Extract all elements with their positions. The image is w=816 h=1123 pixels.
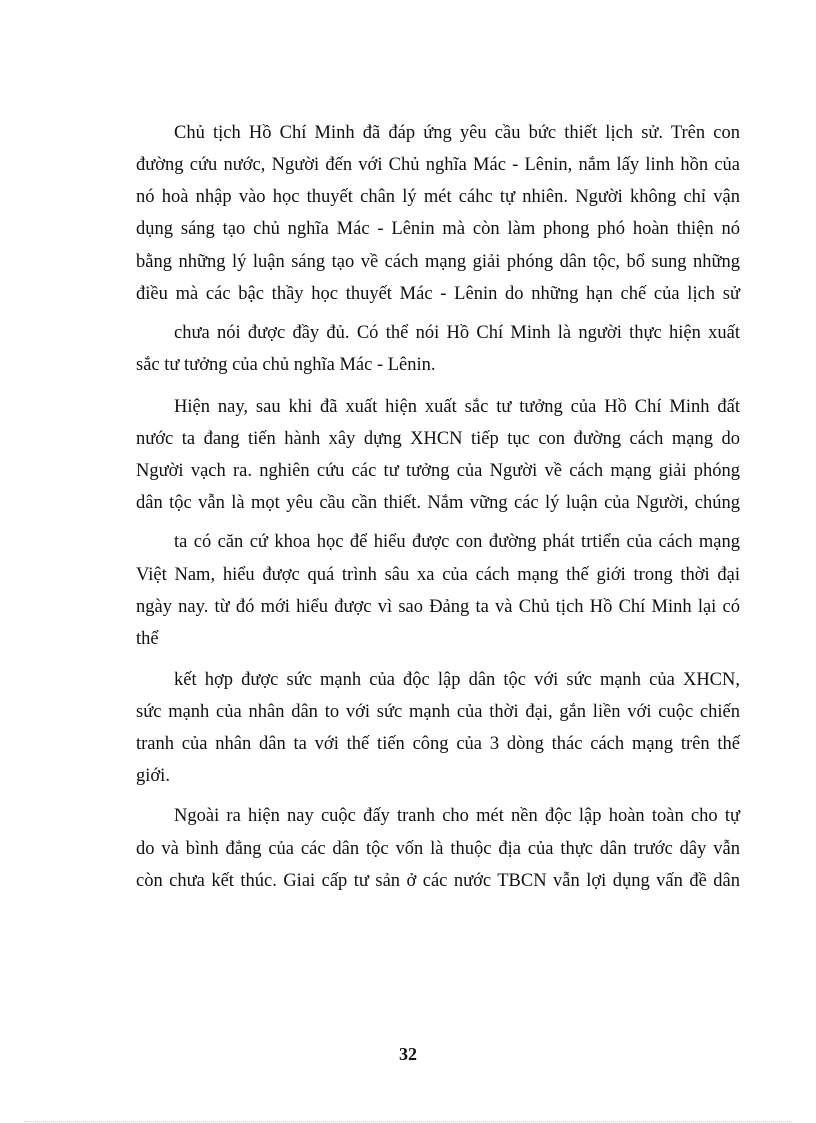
paragraph-1-line-6: điều mà các bậc thầy học thuyết Mác - Lênin do những hạn chế của lịch sử [136,284,740,304]
paragraph-4-line-2: Việt Nam, hiểu được quá trình sâu xa của cách mạng thế giới trong thời đại [136,565,740,585]
paragraph-1-line-3: nó hoà nhập vào học thuyết chân lý mét cáhc tự nhiên. Người không chỉ vận [136,187,740,207]
paragraph-1-line-1: Chủ tịch Hồ Chí Minh đã đáp ứng yêu cầu bức thiết lịch sử. Trên con [174,123,740,143]
paragraph-5-line-1: kết hợp được sức mạnh của độc lập dân tộc với sức mạnh của XHCN, [174,670,740,690]
paragraph-1-line-4: dụng sáng tạo chủ nghĩa Mác - Lênin mà còn làm phong phó hoàn thiện nó [136,219,740,239]
paragraph-6-line-3: còn chưa kết thúc. Giai cấp tư sản ở các nước TBCN vẫn lợi dụng vấn đề dân [136,871,740,891]
paragraph-4-line-3: ngày nay. từ đó mới hiểu được vì sao Đảng ta và Chủ tịch Hồ Chí Minh lại có [136,597,740,617]
paragraph-1-line-2: đường cứu nước, Người đến với Chủ nghĩa Mác - Lênin, nắm lấy linh hồn của [136,155,740,175]
paragraph-6-line-2: do và bình đẳng của các dân tộc vốn là thuộc địa của thực dân trước dây vẫn [136,839,740,859]
paragraph-5-line-3: tranh của nhân dân ta với thế tiến công của 3 dòng thác cách mạng trên thế [136,734,740,754]
paragraph-2-line-1: chưa nói được đầy đủ. Có thể nói Hồ Chí Minh là người thực hiện xuất [174,323,740,343]
paragraph-5-line-2: sức mạnh của nhân dân to với sức mạnh của thời đại, gắn liền với cuộc chiến [136,702,740,722]
paragraph-1-line-5: bằng những lý luận sáng tạo về cách mạng giải phóng dân tộc, bổ sung những [136,252,740,272]
paragraph-6-line-1: Ngoài ra hiện nay cuộc đấy tranh cho mét nền độc lập hoàn toàn cho tự [174,806,740,826]
page-bottom-divider [24,1121,792,1122]
paragraph-3-line-4: dân tộc vẫn là mọt yêu cầu cần thiết. Nắm vững các lý luận của Người, chúng [136,493,740,513]
paragraph-5-line-4: giới. [136,766,170,786]
paragraph-3-line-2: nước ta đang tiến hành xây dựng XHCN tiếp tục con đường cách mạng do [136,429,740,449]
paragraph-3-line-1: Hiện nay, sau khi đã xuất hiện xuất sắc tư tưởng của Hồ Chí Minh đất [174,397,740,417]
page-number: 32 [399,1044,417,1064]
paragraph-4-line-1: ta có căn cứ khoa học để hiểu được con đường phát trtiển của cách mạng [174,532,740,552]
paragraph-2-line-2: sắc tư tưởng của chủ nghĩa Mác - Lênin. [136,355,436,375]
paragraph-4-line-4: thể [136,629,159,649]
paragraph-3-line-3: Người vạch ra. nghiên cứu các tư tưởng của Người về cách mạng giải phóng [136,461,740,481]
